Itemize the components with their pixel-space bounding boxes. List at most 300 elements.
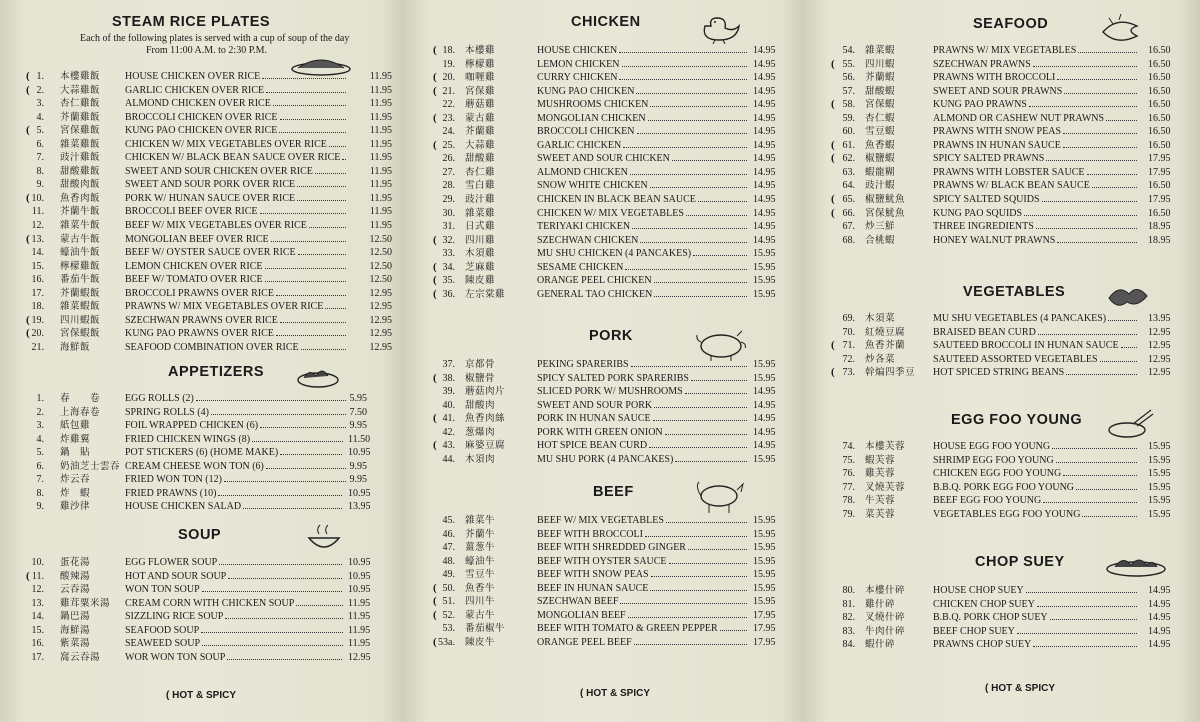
item-number: 10. bbox=[31, 192, 44, 204]
item-price: 12.95 bbox=[348, 651, 371, 663]
item-name: BROCCOLI CHICKEN bbox=[537, 126, 635, 138]
hot-spicy-marker: ( bbox=[831, 339, 835, 352]
dot-leader bbox=[693, 247, 747, 256]
hot-spicy-marker: ( bbox=[433, 371, 437, 384]
hot-spicy-marker: ( bbox=[433, 233, 437, 246]
item-name: PRAWNS IN HUNAN SAUCE bbox=[933, 139, 1061, 151]
item-price: 14.95 bbox=[1148, 585, 1171, 596]
item-chinese-name: 本樓雞 bbox=[465, 45, 496, 56]
item-name: SWEET AND SOUR PORK OVER RICE bbox=[125, 179, 296, 191]
dot-leader bbox=[1082, 508, 1137, 517]
item-price: 11.95 bbox=[369, 111, 392, 123]
item-name: B.B.Q. PORK CHOP SUEY bbox=[933, 612, 1048, 624]
item-price: 10.95 bbox=[348, 584, 371, 596]
item-price: 7.50 bbox=[349, 406, 367, 418]
item-number: 70. bbox=[842, 326, 855, 338]
hot-spicy-marker: ( bbox=[831, 138, 835, 151]
item-price: 11.95 bbox=[348, 638, 371, 650]
item-number: 53. bbox=[442, 623, 455, 635]
dot-leader bbox=[654, 288, 747, 297]
item-price: 14.95 bbox=[1148, 639, 1171, 651]
hot-spicy-marker: ( bbox=[433, 111, 437, 124]
dot-leader bbox=[273, 97, 346, 106]
item-price: 12.50 bbox=[369, 274, 392, 286]
item-name: HOUSE EGG FOO YOUNG bbox=[933, 441, 1051, 452]
item-price: 14.95 bbox=[753, 58, 776, 70]
item-chinese-name: 椒鹽魷魚 bbox=[865, 194, 906, 206]
menu-panel-left bbox=[0, 0, 405, 722]
hot-spicy-marker: ( bbox=[433, 581, 437, 594]
chop-suey-plate-icon bbox=[1105, 552, 1167, 578]
item-price: 14.95 bbox=[1148, 598, 1171, 610]
dot-leader bbox=[628, 609, 747, 618]
item-number: 45. bbox=[442, 515, 455, 526]
item-name: BEEF WITH TOMATO & GREEN PEPPER bbox=[537, 623, 718, 635]
item-name: B.B.Q. PORK EGG FOO YOUNG bbox=[933, 481, 1075, 493]
item-chinese-name: 芝麻雞 bbox=[465, 261, 496, 273]
item-price: 17.95 bbox=[1148, 153, 1171, 165]
item-number: 23. bbox=[442, 112, 455, 124]
item-price: 11.95 bbox=[369, 220, 392, 232]
item-chinese-name: 宮保雞飯 bbox=[60, 125, 101, 137]
item-number: 53a. bbox=[438, 636, 455, 648]
hot-spicy-marker: ( bbox=[433, 84, 437, 97]
item-chinese-name: 甜酸雞飯 bbox=[60, 165, 101, 177]
soup-title: SOUP bbox=[178, 527, 222, 543]
item-chinese-name: 陳皮雞 bbox=[465, 275, 496, 287]
dot-leader bbox=[669, 555, 747, 564]
dot-leader bbox=[279, 124, 346, 133]
item-number: 67. bbox=[842, 221, 855, 233]
item-number: 35. bbox=[442, 275, 455, 287]
item-price: 15.95 bbox=[753, 372, 776, 384]
dot-leader bbox=[227, 651, 342, 660]
item-number: 4. bbox=[36, 111, 44, 123]
item-price: 14.95 bbox=[753, 180, 776, 192]
item-name: ORANGE PEEL BEEF bbox=[537, 636, 632, 648]
item-chinese-name: 豉汁雞飯 bbox=[60, 152, 101, 164]
item-chinese-name: 本樓什碎 bbox=[865, 585, 906, 596]
item-number: 79. bbox=[842, 508, 855, 520]
item-chinese-name: 甜酸雞 bbox=[465, 153, 496, 165]
appetizers-title: APPETIZERS bbox=[168, 364, 265, 380]
hot-spicy-marker: ( bbox=[433, 260, 437, 273]
dot-leader bbox=[329, 138, 346, 147]
item-chinese-name: 鍋巴湯 bbox=[60, 611, 91, 623]
hot-spicy-marker: ( bbox=[26, 83, 30, 96]
item-number: 42. bbox=[442, 426, 455, 438]
item-price: 12.95 bbox=[1148, 340, 1171, 352]
dot-leader bbox=[280, 314, 346, 323]
item-number: 12. bbox=[31, 584, 44, 596]
item-price: 14.95 bbox=[753, 112, 776, 124]
item-chinese-name: 番茄牛飯 bbox=[60, 274, 101, 286]
item-price: 15.95 bbox=[1148, 468, 1171, 480]
seafood-icon bbox=[1097, 12, 1145, 44]
item-number: 16. bbox=[31, 274, 44, 286]
dot-leader bbox=[298, 246, 346, 255]
item-name: BROCCOLI CHICKEN OVER RICE bbox=[125, 111, 278, 123]
item-name: SLICED PORK W/ MUSHROOMS bbox=[537, 386, 683, 398]
item-number: 82. bbox=[842, 612, 855, 624]
dot-leader bbox=[637, 125, 747, 134]
item-chinese-name: 紙包雞 bbox=[60, 420, 91, 432]
item-name: TERIYAKI CHICKEN bbox=[537, 221, 631, 233]
item-name: FRIED WON TON (12) bbox=[125, 474, 222, 486]
item-number: 50. bbox=[442, 582, 455, 594]
egg-foo-young-title: EGG FOO YOUNG bbox=[951, 412, 1083, 428]
seafood-title: SEAFOOD bbox=[973, 16, 1049, 32]
item-price: 14.95 bbox=[753, 440, 776, 452]
item-price: 15.95 bbox=[753, 528, 776, 540]
item-chinese-name: 叉燒芙蓉 bbox=[865, 481, 906, 493]
menu-panel-right bbox=[805, 0, 1200, 722]
item-name: SZECHWAN PRAWNS bbox=[933, 58, 1031, 70]
item-chinese-name: 窩云吞湯 bbox=[60, 651, 101, 663]
dot-leader bbox=[280, 111, 346, 120]
item-name: SPRING ROLLS (4) bbox=[125, 406, 209, 418]
item-name: SWEET AND SOUR PORK bbox=[537, 399, 653, 411]
item-name: BEEF W/ TOMATO OVER RICE bbox=[125, 274, 263, 286]
item-name: SEAFOOD COMBINATION OVER RICE bbox=[125, 341, 299, 353]
dot-leader bbox=[1056, 454, 1137, 463]
item-number: 13. bbox=[31, 597, 44, 609]
item-price: 17.95 bbox=[1148, 166, 1171, 178]
item-price: 16.50 bbox=[1148, 72, 1171, 84]
dot-leader bbox=[260, 419, 346, 428]
item-chinese-name: 甜酸蝦 bbox=[865, 85, 896, 97]
item-number: 13. bbox=[31, 233, 44, 245]
dot-leader bbox=[650, 582, 747, 591]
item-chinese-name: 陳皮牛 bbox=[465, 636, 496, 648]
item-name: SWEET AND SOUR CHICKEN bbox=[537, 153, 670, 165]
item-price: 14.95 bbox=[753, 386, 776, 398]
item-price: 10.95 bbox=[348, 570, 371, 582]
item-name: CHICKEN W/ BLACK BEAN SAUCE OVER RICE bbox=[125, 152, 341, 164]
item-price: 15.95 bbox=[753, 453, 776, 465]
item-chinese-name: 云吞湯 bbox=[60, 584, 91, 596]
item-price: 14.95 bbox=[753, 85, 776, 97]
dot-leader bbox=[1076, 481, 1137, 490]
item-name: MONGOLIAN BEEF OVER RICE bbox=[125, 233, 269, 245]
dot-leader bbox=[648, 112, 747, 121]
item-price: 11.95 bbox=[369, 125, 392, 137]
dot-leader bbox=[1017, 625, 1137, 634]
item-price: 14.95 bbox=[753, 166, 776, 178]
item-number: 66. bbox=[842, 207, 855, 219]
item-price: 15.95 bbox=[753, 542, 776, 554]
item-price: 11.95 bbox=[369, 138, 392, 150]
item-name: GARLIC CHICKEN OVER RICE bbox=[125, 84, 265, 96]
item-chinese-name: 番茄椒牛 bbox=[465, 623, 506, 635]
item-price: 15.95 bbox=[753, 596, 776, 608]
item-number: 2. bbox=[36, 406, 44, 418]
item-price: 12.95 bbox=[1148, 367, 1171, 379]
chili-symbol: ( bbox=[985, 683, 989, 694]
item-number: 7. bbox=[36, 152, 44, 164]
item-number: 55. bbox=[842, 58, 855, 70]
item-chinese-name: 炒三鮮 bbox=[865, 221, 896, 233]
item-name: PRAWNS CHOP SUEY bbox=[933, 639, 1032, 651]
dot-leader bbox=[228, 570, 342, 579]
item-number: 10. bbox=[31, 557, 44, 568]
item-price: 16.50 bbox=[1148, 45, 1171, 56]
item-name: PRAWNS W/ BLACK BEAN SAUCE bbox=[933, 180, 1090, 192]
item-chinese-name: 奶油芝士雲吞 bbox=[60, 460, 121, 472]
dot-leader bbox=[1042, 193, 1137, 202]
item-chinese-name: 木須菜 bbox=[865, 313, 896, 324]
item-name: HOT SPICE BEAN CURD bbox=[537, 440, 648, 452]
dot-leader bbox=[202, 637, 343, 646]
item-number: 18. bbox=[442, 45, 455, 56]
item-chinese-name: 杏仁蝦 bbox=[865, 112, 896, 124]
item-price: 11.95 bbox=[369, 84, 392, 96]
item-number: 48. bbox=[442, 555, 455, 567]
item-number: 22. bbox=[442, 99, 455, 111]
hot-spicy-marker: ( bbox=[433, 635, 437, 648]
item-number: 80. bbox=[842, 585, 855, 596]
item-name: LEMON CHICKEN OVER RICE bbox=[125, 260, 263, 272]
item-number: 1. bbox=[36, 393, 44, 404]
hot-spicy-marker: ( bbox=[26, 70, 30, 82]
dot-leader bbox=[224, 473, 346, 482]
item-number: 17. bbox=[31, 287, 44, 299]
item-name: HOUSE CHOP SUEY bbox=[933, 585, 1024, 596]
item-number: 15. bbox=[31, 260, 44, 272]
item-price: 12.95 bbox=[369, 287, 392, 299]
item-name: BROCCOLI BEEF OVER RICE bbox=[125, 206, 258, 218]
item-price: 11.95 bbox=[369, 192, 392, 204]
item-price: 16.50 bbox=[1148, 112, 1171, 124]
item-name: PORK WITH GREEN ONION bbox=[537, 426, 663, 438]
item-chinese-name: 四川蝦 bbox=[865, 58, 896, 70]
item-number: 19. bbox=[31, 314, 44, 326]
vegetables-title: VEGETABLES bbox=[963, 284, 1066, 300]
hot-spicy-label: HOT & SPICY bbox=[586, 688, 651, 699]
item-name: MU SHU VEGETABLES (4 PANCAKES) bbox=[933, 313, 1107, 324]
item-price: 15.95 bbox=[753, 582, 776, 594]
item-number: 59. bbox=[842, 112, 855, 124]
item-chinese-name: 雜菜牛 bbox=[465, 515, 496, 526]
item-name: SEAWEED SOUP bbox=[125, 638, 201, 650]
dot-leader bbox=[1121, 339, 1137, 348]
item-chinese-name: 左宗棠雞 bbox=[465, 288, 506, 300]
dot-leader bbox=[685, 385, 747, 394]
item-name: BEEF CHOP SUEY bbox=[933, 625, 1015, 637]
item-price: 16.50 bbox=[1148, 207, 1171, 219]
item-name: THREE INGREDIENTS bbox=[933, 221, 1034, 233]
item-price: 14.95 bbox=[1148, 612, 1171, 624]
dot-leader bbox=[649, 439, 747, 448]
item-chinese-name: 四川牛 bbox=[465, 596, 496, 608]
item-name: SPICY SALTED PORK SPARERIBS bbox=[537, 372, 689, 384]
item-number: 5. bbox=[36, 125, 44, 137]
item-number: 41. bbox=[442, 413, 455, 425]
item-price: 15.95 bbox=[753, 515, 776, 526]
item-price: 11.95 bbox=[369, 206, 392, 218]
hot-spicy-marker: ( bbox=[831, 193, 835, 206]
item-price: 12.95 bbox=[369, 328, 392, 340]
item-chinese-name: 宮保蝦 bbox=[865, 99, 896, 111]
dot-leader bbox=[631, 358, 747, 367]
dot-leader bbox=[640, 234, 747, 243]
item-price: 17.95 bbox=[753, 609, 776, 621]
item-name: PEKING SPARERIBS bbox=[537, 359, 629, 370]
item-price: 18.95 bbox=[1148, 234, 1171, 246]
steam-rice-hours: From 11:00 A.M. to 2:30 P.M. bbox=[146, 45, 268, 56]
item-name: ALMOND OR CASHEW NUT PRAWNS bbox=[933, 112, 1105, 124]
item-number: 15. bbox=[31, 624, 44, 636]
item-chinese-name: 蠔油牛飯 bbox=[60, 247, 101, 259]
dot-leader bbox=[201, 624, 343, 633]
item-number: 83. bbox=[842, 625, 855, 637]
dot-leader bbox=[1043, 494, 1137, 503]
item-chinese-name: 蒙古牛 bbox=[465, 609, 496, 621]
item-chinese-name: 上海春卷 bbox=[60, 406, 101, 418]
dot-leader bbox=[342, 151, 346, 160]
hot-spicy-marker: ( bbox=[831, 366, 835, 379]
item-name: HOUSE CHICKEN OVER RICE bbox=[125, 71, 261, 82]
item-number: 71. bbox=[842, 340, 855, 352]
item-price: 11.95 bbox=[369, 71, 392, 82]
item-number: 16. bbox=[31, 638, 44, 650]
item-chinese-name: 豉汁雞 bbox=[465, 194, 496, 206]
dot-leader bbox=[1066, 366, 1137, 375]
dot-leader bbox=[632, 220, 747, 229]
item-price: 14.95 bbox=[753, 194, 776, 206]
hot-spicy-marker: ( bbox=[831, 98, 835, 111]
item-number: 54. bbox=[842, 45, 855, 56]
item-chinese-name: 四川雞 bbox=[465, 234, 496, 246]
item-number: 75. bbox=[842, 454, 855, 466]
item-number: 34. bbox=[442, 261, 455, 273]
item-chinese-name: 牛芙蓉 bbox=[865, 495, 896, 507]
item-price: 17.95 bbox=[753, 636, 776, 648]
chili-symbol: ( bbox=[166, 690, 170, 701]
hot-spicy-marker: ( bbox=[433, 412, 437, 425]
item-number: 29. bbox=[442, 194, 455, 206]
item-number: 38. bbox=[442, 372, 455, 384]
item-chinese-name: 椒鹽骨 bbox=[465, 372, 496, 384]
dot-leader bbox=[1033, 638, 1137, 647]
item-price: 15.95 bbox=[753, 569, 776, 581]
dot-leader bbox=[266, 84, 346, 93]
dot-leader bbox=[688, 541, 747, 550]
dot-leader bbox=[252, 433, 343, 442]
item-price: 15.95 bbox=[753, 248, 776, 260]
item-number: 49. bbox=[442, 569, 455, 581]
item-price: 15.95 bbox=[753, 288, 776, 300]
item-number: 21. bbox=[442, 85, 455, 97]
item-chinese-name: 雞什碎 bbox=[865, 598, 896, 610]
item-chinese-name: 魚香肉絲 bbox=[465, 413, 506, 425]
item-chinese-name: 甜酸肉飯 bbox=[60, 179, 101, 191]
item-chinese-name: 雜菜雞 bbox=[465, 207, 496, 219]
item-name: CHICKEN EGG FOO YOUNG bbox=[933, 468, 1062, 480]
dot-leader bbox=[1078, 44, 1137, 53]
item-price: 10.95 bbox=[348, 557, 371, 568]
item-price: 10.95 bbox=[348, 447, 371, 459]
item-name: MONGOLIAN CHICKEN bbox=[537, 112, 646, 124]
item-number: 69. bbox=[842, 313, 855, 324]
item-price: 14.95 bbox=[753, 72, 776, 84]
dot-leader bbox=[619, 71, 747, 80]
dot-leader bbox=[276, 327, 346, 336]
item-price: 12.95 bbox=[1148, 353, 1171, 365]
item-chinese-name: 炒各菜 bbox=[865, 353, 896, 365]
item-number: 61. bbox=[842, 139, 855, 151]
item-price: 16.50 bbox=[1148, 99, 1171, 111]
item-number: 4. bbox=[36, 433, 44, 445]
dot-leader bbox=[666, 514, 747, 523]
item-name: GENERAL TAO CHICKEN bbox=[537, 288, 653, 300]
item-number: 68. bbox=[842, 234, 855, 246]
item-number: 62. bbox=[842, 153, 855, 165]
item-name: CHICKEN CHOP SUEY bbox=[933, 598, 1035, 610]
item-price: 11.95 bbox=[348, 611, 371, 623]
item-number: 65. bbox=[842, 194, 855, 206]
item-chinese-name: 蝦龍糊 bbox=[865, 166, 896, 178]
item-chinese-name: 本樓雞飯 bbox=[60, 71, 101, 82]
item-number: 32. bbox=[442, 234, 455, 246]
hot-spicy-marker: ( bbox=[26, 191, 30, 204]
item-chinese-name: 雪豆蝦 bbox=[865, 126, 896, 138]
item-chinese-name: 檸檬雞飯 bbox=[60, 260, 101, 272]
item-chinese-name: 蛋花湯 bbox=[60, 557, 91, 568]
item-name: ALMOND CHICKEN bbox=[537, 166, 628, 178]
item-price: 11.95 bbox=[348, 597, 371, 609]
dot-leader bbox=[623, 139, 747, 148]
item-price: 14.95 bbox=[753, 399, 776, 411]
item-name: SZECHWAN BEEF bbox=[537, 596, 619, 608]
item-price: 14.95 bbox=[753, 126, 776, 138]
item-number: 21. bbox=[31, 341, 44, 353]
item-name: PRAWNS WITH BROCCOLI bbox=[933, 72, 1056, 84]
dot-leader bbox=[1087, 166, 1137, 175]
item-chinese-name: 日式雞 bbox=[465, 221, 496, 233]
item-number: 44. bbox=[442, 453, 455, 465]
item-name: SESAME CHICKEN bbox=[537, 261, 624, 273]
dot-leader bbox=[225, 610, 343, 619]
item-name: BEEF WITH SHREDDED GINGER bbox=[537, 542, 686, 554]
item-price: 13.95 bbox=[348, 501, 371, 513]
item-price: 14.95 bbox=[753, 234, 776, 246]
hot-spicy-marker: ( bbox=[433, 71, 437, 84]
item-name: PRAWNS W/ MIX VEGETABLES OVER RICE bbox=[125, 301, 324, 313]
dot-leader bbox=[1026, 584, 1137, 593]
item-name: SZECHWAN PRAWNS OVER RICE bbox=[125, 314, 278, 326]
item-number: 26. bbox=[442, 153, 455, 165]
item-name: SPICY SALTED PRAWNS bbox=[933, 153, 1045, 165]
item-name: PRAWNS W/ MIX VEGETABLES bbox=[933, 45, 1077, 56]
dot-leader bbox=[1106, 112, 1137, 121]
item-name: SEAFOOD SOUP bbox=[125, 624, 200, 636]
item-number: 78. bbox=[842, 495, 855, 507]
dot-leader bbox=[619, 44, 747, 53]
item-price: 15.95 bbox=[1148, 508, 1171, 520]
dot-leader bbox=[1052, 440, 1137, 449]
item-chinese-name: 雞沙律 bbox=[60, 501, 91, 513]
item-name: PORK W/ HUNAN SAUCE OVER RICE bbox=[125, 192, 296, 204]
item-chinese-name: 京都骨 bbox=[465, 359, 496, 370]
item-number: 74. bbox=[842, 441, 855, 452]
item-chinese-name: 木須肉 bbox=[465, 453, 496, 465]
dot-leader bbox=[1057, 71, 1137, 80]
item-price: 11.95 bbox=[369, 152, 392, 164]
item-chinese-name: 紫菜湯 bbox=[60, 638, 91, 650]
item-name: HOT AND SOUR SOUP bbox=[125, 570, 227, 582]
pig-icon bbox=[693, 324, 751, 362]
